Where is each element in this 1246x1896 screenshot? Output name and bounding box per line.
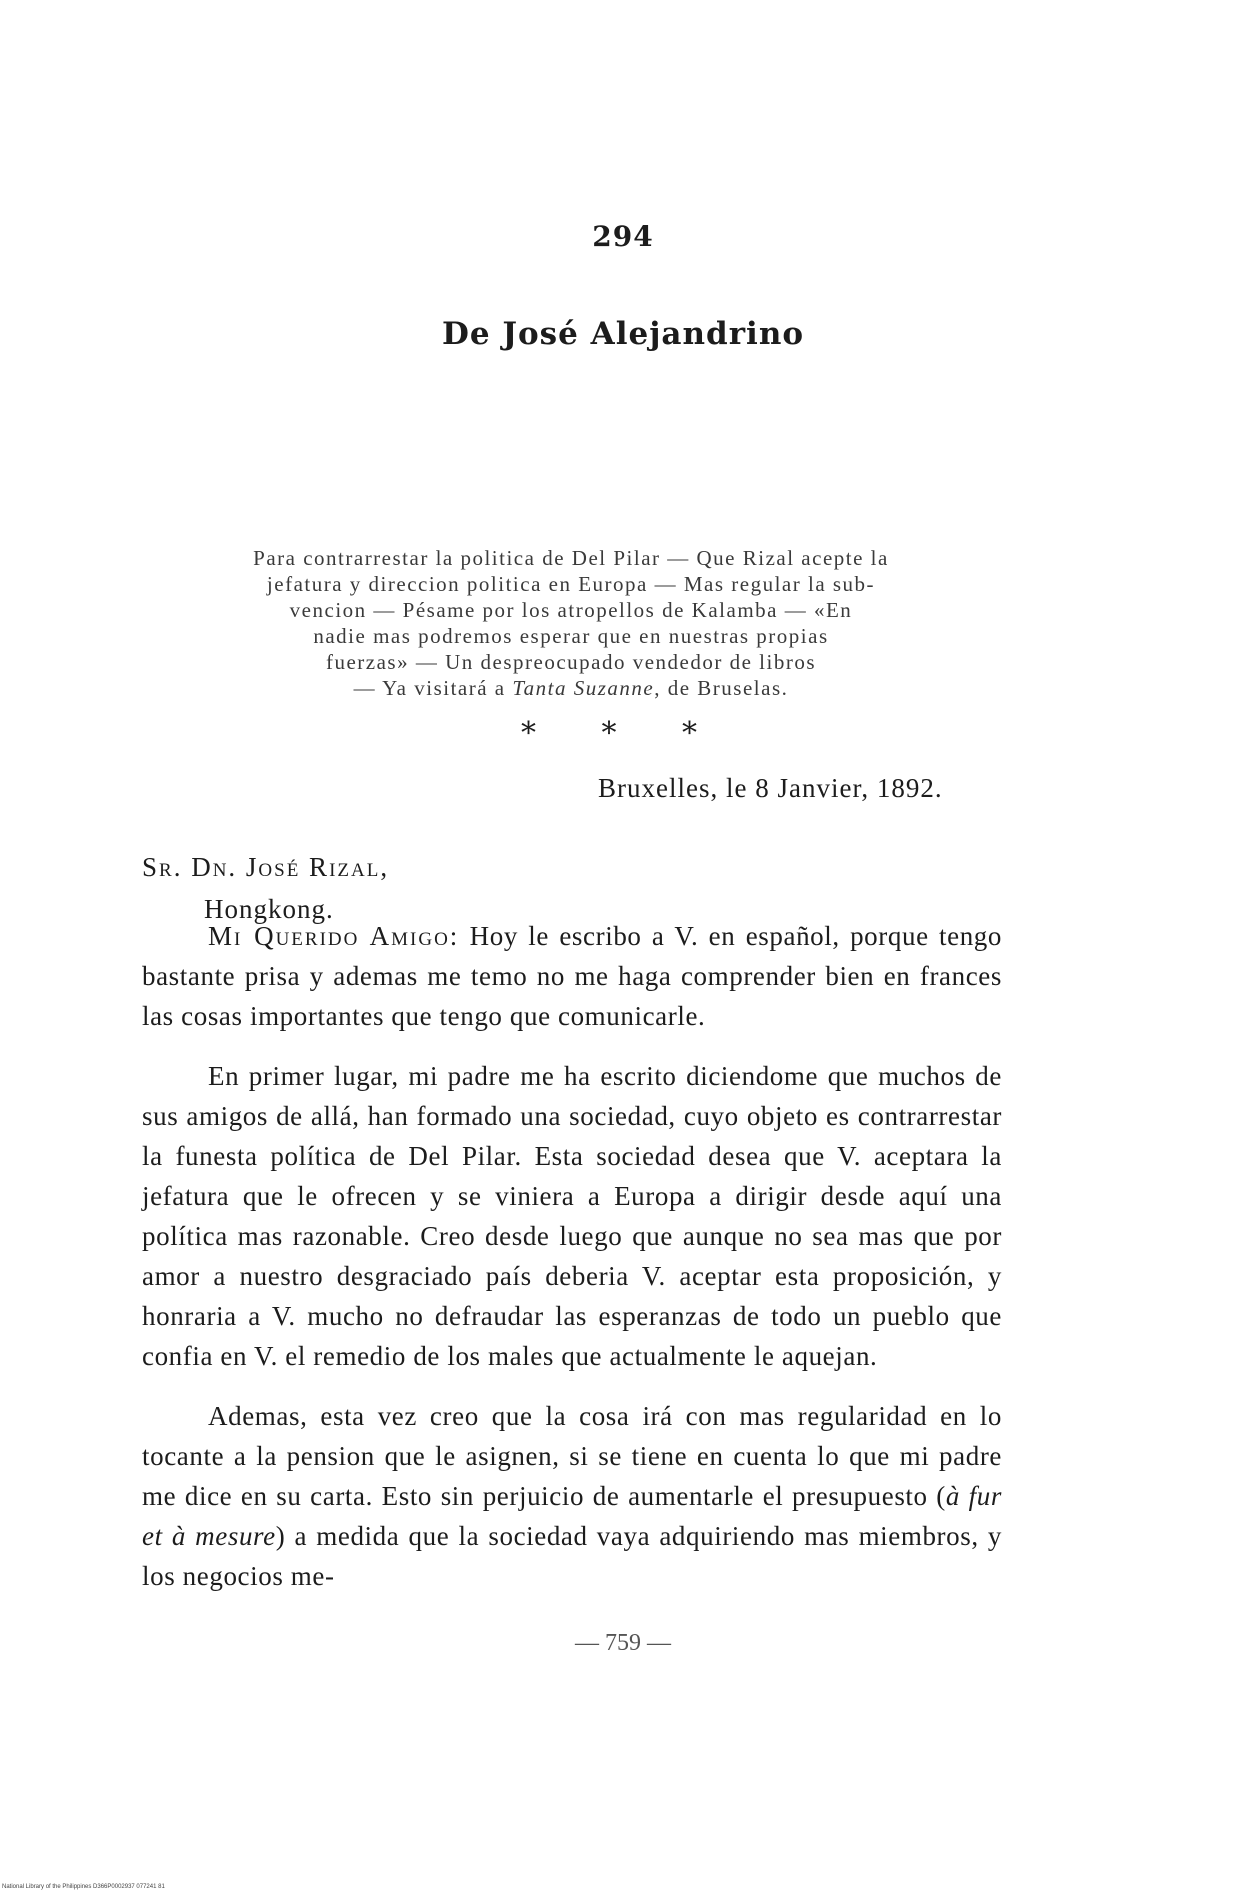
section-separator: * * * xyxy=(520,716,726,751)
archive-credit: National Library of the Philippines D366P0002937 077241 81 xyxy=(2,1884,165,1890)
dateline: Bruxelles, le 8 Janvier, 1892. xyxy=(598,773,943,803)
paragraph-text: Ademas, esta vez creo que la cosa irá con mas regularidad en lo tocante a la pension que le asignen, si se tiene en cuenta lo que mi padre me dice en su carta. Esto sin perjuicio de aumentarle el presupuesto ( xyxy=(142,1401,1002,1511)
body-paragraph xyxy=(142,916,1002,1036)
italic-phrase: à fur et à mesure xyxy=(142,1481,1002,1551)
addressee-place: Hongkong. xyxy=(204,894,334,924)
summary-italic-title: Tanta Suzanne xyxy=(512,676,655,700)
letter-body xyxy=(142,916,1002,1616)
body-paragraph: En primer lugar, mi padre me ha escrito diciendome que muchos de sus amigos de allá, han formado una sociedad, cuyo objeto es contrarrestar la funesta política de Del Pilar. Esta sociedad desea que V. aceptara la jefatura que le ofrecen y se viniera a Europa a dirigir desde aquí una política mas razonable. Creo desde luego que aunque no sea mas que por amor a nuestro desgraciado país deberia V. aceptar esta proposición, y honraria a V. mucho no defraudar las esperanzas de todo un pueblo que confia en V. el remedio de los males que actualmente le aquejan. xyxy=(142,1061,1002,1371)
salutation: Mi Querido Amigo: xyxy=(208,921,460,951)
letter-title: De José Alejandrino xyxy=(441,316,805,352)
summary-last-suffix: , de Bruselas. xyxy=(654,676,789,700)
summary-line-last xyxy=(162,675,980,701)
paragraph-text: ) a medida que la sociedad vaya adquiriendo mas miembros, y los negocios me- xyxy=(142,1521,1002,1591)
paragraph-text: Hoy le escribo a V. en español, porque tengo bastante prisa y ademas me temo no me haga comprender bien en frances las cosas importantes que tengo que comunicarle. xyxy=(142,921,1002,1031)
summary-line: vencion — Pésame por los atropellos de Kalamba — «En xyxy=(289,598,853,622)
summary-line: fuerzas» — Un despreocupado vendedor de libros xyxy=(325,650,817,674)
letter-number: 294 xyxy=(592,220,654,253)
summary-line: jefatura y direccion politica en Europa — Mas regular la sub- xyxy=(266,572,876,596)
summary-line: Para contrarrestar la politica de Del Pilar — Que Rizal acepte la xyxy=(253,546,889,570)
body-paragraph xyxy=(142,1396,1002,1596)
page-number: — 759 — xyxy=(575,1630,671,1656)
letter-summary xyxy=(162,545,980,701)
addressee-name: Sr. Dn. José Rizal, xyxy=(142,852,390,882)
summary-line: nadie mas podremos esperar que en nuestras propias xyxy=(313,624,829,648)
summary-last-prefix: — Ya visitará a xyxy=(353,676,513,700)
